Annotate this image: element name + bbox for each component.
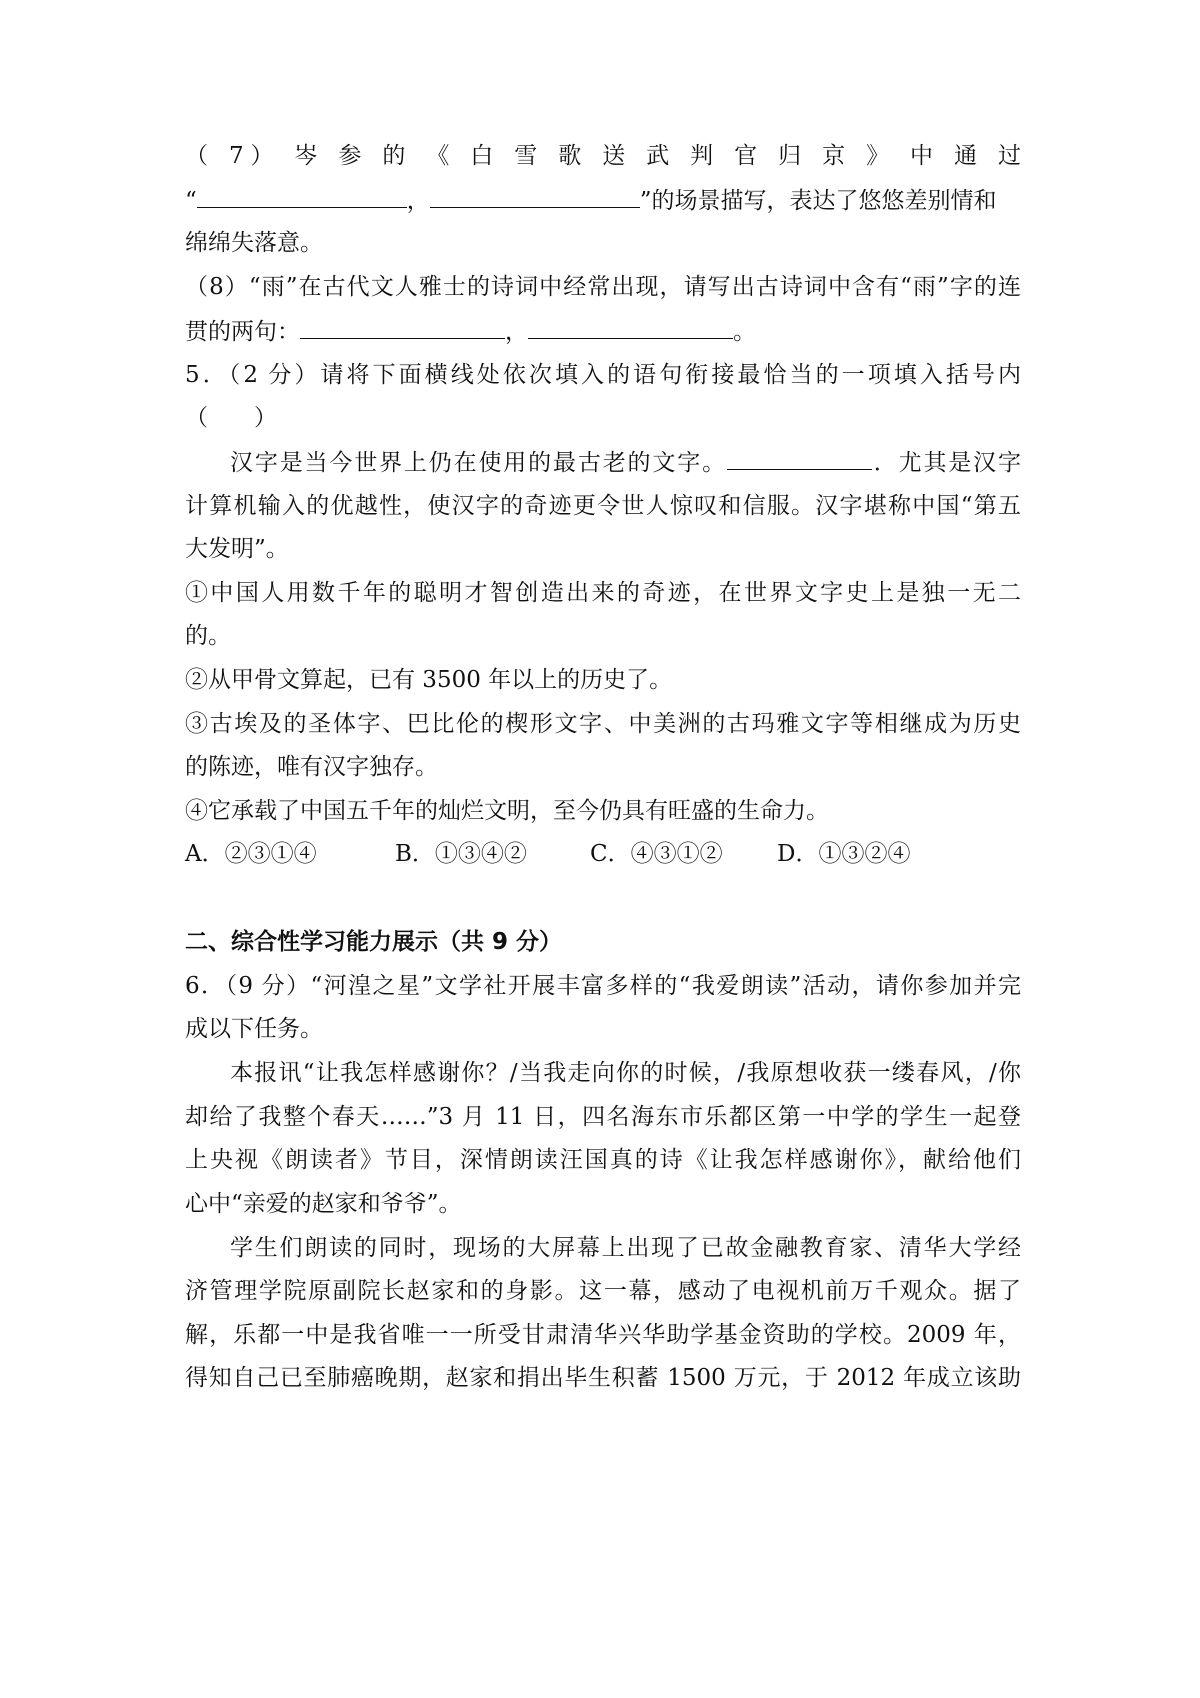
q7-line-1: （ 7） 岑 参 的 《 白 雪 歌 送 武 判 官 归 京 》 中 通 过 <box>185 143 1021 169</box>
q6-para-1-line-4: 心中“亲爱的赵家和爷爷”。 <box>185 1191 462 1217</box>
sentence-3-line-1: ③古埃及的圣体字、巴比伦的楔形文字、中美洲的古玛雅文字等相继成为历史 <box>185 711 1021 737</box>
sentence-2: ②从甲骨文算起，已有 3500 年以上的历史了。 <box>185 667 673 693</box>
answer-blank-4[interactable] <box>528 316 733 339</box>
sentence-3-line-2: 的陈迹，唯有汉字独存。 <box>185 754 438 780</box>
q6-para-2-line-4: 得知自己已至肺癌晚期，赵家和捐出毕生积蓄 1500 万元，于 2012 年成立该助 <box>185 1365 1021 1391</box>
passage-text: 汉字是当今世界上仍在使用的最古老的文字。 <box>230 450 727 476</box>
q7-line-2-rest: ”的场景描写，表达了悠悠差别情和 <box>639 188 997 214</box>
q7-line-2 <box>185 185 1021 216</box>
sentence-1-line-1: ①中国人用数千年的聪明才智创造出来的奇迹，在世界文字史上是独一无二 <box>185 580 1021 606</box>
option-a[interactable]: A．②③①④ <box>185 841 317 867</box>
q5-answer-parens[interactable]: （ ） <box>185 405 277 431</box>
answer-blank-2[interactable] <box>430 185 640 208</box>
comma: ， <box>505 319 528 345</box>
sentence-4: ④它承载了中国五千年的灿烂文明，至今仍具有旺盛的生命力。 <box>185 798 829 824</box>
q8-line-2 <box>185 316 1021 347</box>
period: 。 <box>733 319 756 345</box>
open-quote: “ <box>185 188 197 214</box>
comma: ， <box>406 188 430 214</box>
q5-passage-line-3: 大发明”。 <box>185 536 289 562</box>
q6-para-2-line-1: 学生们朗读的同时，现场的大屏幕上出现了已故金融教育家、清华大学经 <box>230 1235 1021 1261</box>
q6-para-2-line-2: 济管理学院原副院长赵家和的身影。这一幕，感动了电视机前万千观众。据了 <box>185 1278 1021 1304</box>
q6-para-1-line-1: 本报讯“让我怎样感谢你？/当我走向你的时候，/我原想收获一缕春风，/你 <box>230 1060 1021 1086</box>
q6-para-1-line-2: 却给了我整个春天……”3 月 11 日，四名海东市乐都区第一中学的学生一起登 <box>185 1104 1021 1130</box>
q5-passage-line-1 <box>230 447 1021 478</box>
q7-line-3: 绵绵失落意。 <box>185 230 323 256</box>
option-c[interactable]: C．④③①② <box>590 841 723 867</box>
passage-text-after: ．尤其是汉字 <box>871 450 1022 476</box>
q6-para-1-line-3: 上央视《朗读者》节目，深情朗读汪国真的诗《让我怎样感谢你》，献给他们 <box>185 1147 1021 1173</box>
option-d[interactable]: D．①③②④ <box>777 841 911 867</box>
q5-passage-line-2: 计算机输入的优越性，使汉字的奇迹更令世人惊叹和信服。汉字堪称中国“第五 <box>185 493 1021 519</box>
passage-blank[interactable] <box>727 447 872 470</box>
q6-line-2: 成以下任务。 <box>185 1016 323 1042</box>
q8-prefix: 贯的两句： <box>185 319 300 345</box>
q8-line-1: （8）“雨”在古代文人雅士的诗词中经常出现，请写出古诗词中含有“雨”字的连 <box>185 274 1021 300</box>
q5-header: 5．（2 分）请将下面横线处依次填入的语句衔接最恰当的一项填入括号内 <box>185 362 1021 388</box>
option-b[interactable]: B．①③④② <box>395 841 527 867</box>
answer-blank-1[interactable] <box>197 185 407 208</box>
answer-blank-3[interactable] <box>300 316 505 339</box>
q6-line-1: 6．（9 分）“河湟之星”文学社开展丰富多样的“我爱朗读”活动，请你参加并完 <box>185 973 1021 999</box>
section-title: 二、综合性学习能力展示（共 9 分） <box>185 929 563 955</box>
q6-para-2-line-3: 解，乐都一中是我省唯一一所受甘肃清华兴华助学基金资助的学校。2009 年， <box>185 1322 1021 1348</box>
sentence-1-line-2: 的。 <box>185 623 231 649</box>
